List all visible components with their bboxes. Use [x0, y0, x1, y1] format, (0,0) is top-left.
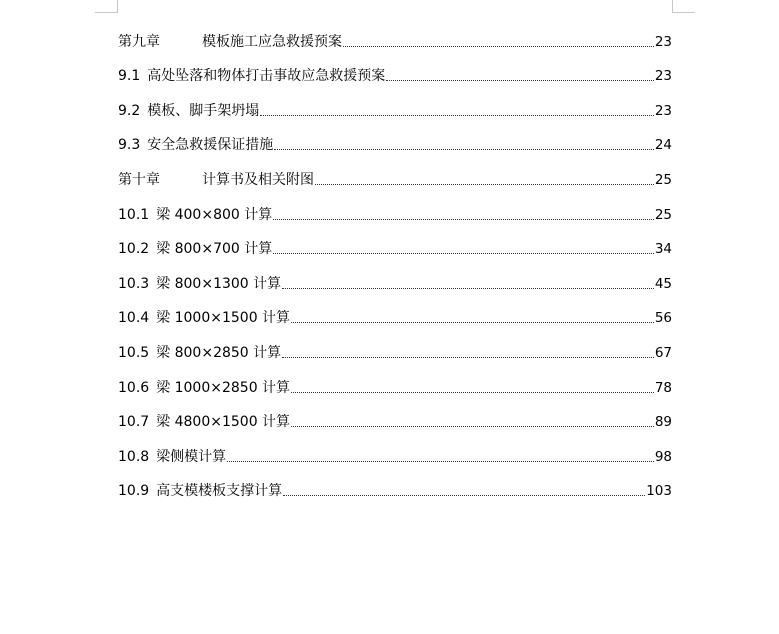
toc-entry-title — [118, 483, 282, 499]
toc-entry-title — [118, 449, 226, 465]
toc-section-title: 梁 1000×1500 计算 — [156, 310, 291, 327]
toc-dot-leader — [291, 322, 654, 323]
toc-entry-title — [118, 241, 272, 257]
toc-section-entry[interactable] — [118, 57, 672, 92]
toc-section-number: 9.2 — [118, 102, 141, 119]
toc-dot-leader — [260, 115, 654, 116]
toc-section-number: 10.6 — [118, 379, 150, 396]
table-of-contents — [118, 22, 672, 506]
toc-page-number: 56 — [654, 310, 672, 327]
toc-dot-leader — [227, 461, 654, 462]
toc-section-title: 高处坠落和物体打击事故应急救援预案 — [147, 68, 386, 85]
toc-page-number: 23 — [654, 68, 672, 85]
toc-entry-title — [118, 34, 342, 50]
toc-page-number: 24 — [654, 137, 672, 154]
toc-entry-title — [118, 380, 290, 396]
toc-section-entry[interactable] — [118, 437, 672, 472]
toc-entry-title — [118, 345, 281, 361]
toc-page-number: 103 — [646, 483, 672, 500]
toc-entry-title — [118, 172, 314, 188]
toc-page-number: 23 — [654, 102, 672, 119]
toc-page-number: 67 — [654, 344, 672, 361]
toc-section-title: 梁 800×1300 计算 — [156, 275, 282, 292]
toc-page-number: 98 — [654, 448, 672, 465]
toc-section-entry[interactable] — [118, 230, 672, 265]
toc-page-number: 89 — [654, 414, 672, 431]
toc-section-number: 10.8 — [118, 448, 150, 465]
toc-dot-leader — [315, 184, 654, 185]
toc-section-title: 梁 800×2850 计算 — [156, 344, 282, 361]
toc-page-number: 23 — [654, 33, 672, 50]
toc-entry-title — [118, 68, 385, 84]
toc-dot-leader — [291, 392, 654, 393]
toc-section-entry[interactable] — [118, 299, 672, 334]
toc-dot-leader — [386, 80, 654, 81]
toc-section-title: 安全急救援保证措施 — [147, 137, 274, 154]
toc-dot-leader — [343, 46, 654, 47]
toc-dot-leader — [274, 149, 654, 150]
toc-section-number: 10.1 — [118, 206, 150, 223]
toc-page-number: 45 — [654, 275, 672, 292]
toc-dot-leader — [282, 288, 654, 289]
toc-section-number: 10.9 — [118, 483, 150, 500]
toc-section-entry[interactable] — [118, 195, 672, 230]
toc-section-number: 10.3 — [118, 275, 150, 292]
toc-section-entry[interactable] — [118, 264, 672, 299]
toc-section-entry[interactable] — [118, 472, 672, 507]
toc-section-number: 10.2 — [118, 241, 150, 258]
toc-section-number: 9.1 — [118, 68, 141, 85]
toc-chapter-number: 第九章 — [118, 33, 160, 50]
toc-chapter-title: 计算书及相关附图 — [202, 171, 314, 188]
toc-entry-title — [118, 103, 259, 119]
toc-chapter-title: 模板施工应急救援预案 — [202, 33, 342, 50]
crop-mark-top-right — [672, 0, 695, 13]
toc-page-number: 25 — [654, 171, 672, 188]
toc-section-title: 梁 800×700 计算 — [156, 241, 273, 258]
crop-mark-top-left — [95, 0, 118, 13]
toc-dot-leader — [282, 357, 654, 358]
toc-page-number: 78 — [654, 379, 672, 396]
toc-section-number: 9.3 — [118, 137, 141, 154]
toc-section-entry[interactable] — [118, 91, 672, 126]
toc-dot-leader — [283, 495, 645, 496]
toc-dot-leader — [273, 253, 654, 254]
toc-chapter-number: 第十章 — [118, 171, 160, 188]
toc-section-title: 梁侧模计算 — [156, 448, 227, 465]
toc-chapter-entry[interactable] — [118, 22, 672, 57]
toc-section-title: 梁 1000×2850 计算 — [156, 379, 291, 396]
toc-section-entry[interactable] — [118, 368, 672, 403]
toc-page-number: 25 — [654, 206, 672, 223]
toc-chapter-entry[interactable] — [118, 160, 672, 195]
toc-page-number: 34 — [654, 241, 672, 258]
toc-entry-title — [118, 137, 273, 153]
toc-section-number: 10.4 — [118, 310, 150, 327]
toc-section-entry[interactable] — [118, 126, 672, 161]
toc-entry-title — [118, 207, 272, 223]
toc-section-title: 梁 4800×1500 计算 — [156, 414, 291, 431]
toc-section-title: 高支模楼板支撑计算 — [156, 483, 283, 500]
toc-section-title: 梁 400×800 计算 — [156, 206, 273, 223]
toc-section-number: 10.5 — [118, 344, 150, 361]
toc-dot-leader — [291, 426, 654, 427]
toc-dot-leader — [273, 219, 654, 220]
toc-section-entry[interactable] — [118, 403, 672, 438]
toc-section-title: 模板、脚手架坍塌 — [147, 102, 260, 119]
toc-entry-title — [118, 276, 281, 292]
toc-section-entry[interactable] — [118, 333, 672, 368]
toc-entry-title — [118, 310, 290, 326]
toc-entry-title — [118, 414, 290, 430]
toc-section-number: 10.7 — [118, 414, 150, 431]
